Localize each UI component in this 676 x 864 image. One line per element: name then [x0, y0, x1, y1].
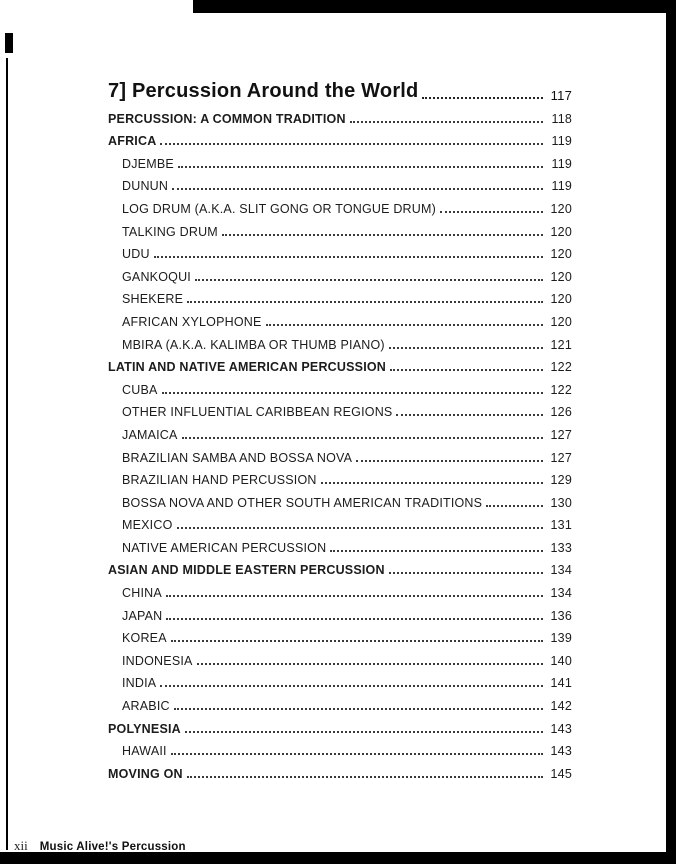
dot-leader [422, 97, 543, 99]
toc-entry-page: 134 [550, 586, 572, 601]
toc-entry [108, 691, 572, 714]
toc-entry [108, 624, 572, 647]
dot-leader [350, 121, 543, 123]
toc-entry [108, 443, 572, 466]
toc-entry [108, 149, 572, 172]
table-of-contents [108, 70, 572, 782]
page-footer [14, 838, 186, 854]
toc-entry-page: 141 [550, 676, 572, 691]
dot-leader [266, 324, 543, 326]
toc-entry-page: 120 [550, 314, 572, 329]
toc-entry [108, 601, 572, 624]
dot-leader [195, 279, 543, 281]
toc-entry [108, 217, 572, 240]
toc-entry-label: JAMAICA [122, 427, 178, 442]
toc-entry [108, 172, 572, 195]
dot-leader [177, 527, 543, 529]
toc-entry-label: BRAZILIAN SAMBA AND BOSSA NOVA [122, 450, 353, 465]
toc-entry [108, 533, 572, 556]
toc-entry [108, 70, 572, 104]
toc-entry-page: 139 [550, 631, 572, 646]
toc-entry-label: CUBA [122, 382, 158, 397]
toc-entry-label: LOG DRUM (A.K.A. SLIT GONG OR TONGUE DRUM) [122, 201, 436, 216]
toc-entry-label: PERCUSSION: A COMMON TRADITION [108, 111, 346, 126]
toc-entry-label: CHINA [122, 586, 162, 601]
toc-entry-page: 120 [550, 292, 572, 307]
toc-entry [108, 353, 572, 376]
toc-entry [108, 194, 572, 217]
footer-book-title: Music Alive!'s Percussion [39, 841, 186, 853]
dot-leader [185, 731, 543, 733]
toc-entry-page: 129 [550, 473, 572, 488]
dot-leader [178, 166, 543, 168]
toc-entry-page: 136 [550, 608, 572, 623]
toc-entry-page: 120 [550, 247, 572, 262]
dot-leader [172, 188, 543, 190]
toc-entry-page: 140 [550, 653, 572, 668]
toc-entry-label: MEXICO [122, 518, 173, 533]
dot-leader [171, 753, 543, 755]
toc-entry-label: SHEKERE [122, 292, 184, 307]
toc-entry [108, 646, 572, 669]
toc-entry-label: JAPAN [122, 608, 163, 623]
toc-entry-page: 127 [550, 450, 572, 465]
toc-entry [108, 556, 572, 579]
toc-entry-page: 134 [550, 563, 572, 578]
dot-leader [321, 482, 543, 484]
toc-entry-page: 143 [550, 721, 572, 736]
toc-entry-label: POLYNESIA [108, 721, 181, 736]
toc-entry-page: 118 [551, 111, 572, 126]
toc-entry [108, 737, 572, 760]
toc-entry-label: INDIA [122, 676, 157, 691]
scan-edge-right [666, 0, 676, 864]
toc-entry-page: 119 [551, 179, 572, 194]
toc-entry-label: BOSSA NOVA AND OTHER SOUTH AMERICAN TRADITIONS [122, 495, 483, 510]
toc-entry-label: INDONESIA [122, 653, 193, 668]
toc-entry [108, 307, 572, 330]
scan-edge-left [6, 58, 8, 850]
toc-entry-page: 120 [550, 201, 572, 216]
dot-leader [166, 618, 543, 620]
toc-entry-label: ARABIC [122, 699, 170, 714]
dot-leader [182, 437, 543, 439]
toc-entry-page: 119 [551, 134, 572, 149]
scan-artifact [5, 33, 13, 53]
toc-entry-page: 145 [550, 766, 572, 781]
toc-entry-page: 131 [550, 518, 572, 533]
toc-entry [108, 714, 572, 737]
toc-entry-label: TALKING DRUM [122, 224, 218, 239]
dot-leader [389, 572, 543, 574]
toc-entry [108, 420, 572, 443]
toc-entry-label: DUNUN [122, 179, 169, 194]
toc-entry-page: 119 [551, 156, 572, 171]
toc-entry-label: HAWAII [122, 744, 167, 759]
toc-entry [108, 511, 572, 534]
dot-leader [356, 460, 543, 462]
toc-entry-label: DJEMBE [122, 156, 174, 171]
toc-entry-label: LATIN AND NATIVE AMERICAN PERCUSSION [108, 360, 387, 375]
toc-entry-label: NATIVE AMERICAN PERCUSSION [122, 540, 327, 555]
toc-entry [108, 285, 572, 308]
toc-entry-label: UDU [122, 247, 150, 262]
toc-entry [108, 127, 572, 150]
toc-entry-label: 7] Percussion Around the World [108, 80, 419, 102]
toc-entry [108, 262, 572, 285]
dot-leader [154, 256, 543, 258]
dot-leader [440, 211, 543, 213]
toc-entry [108, 466, 572, 489]
toc-entry-page: 127 [550, 427, 572, 442]
dot-leader [160, 685, 543, 687]
toc-entry [108, 669, 572, 692]
dot-leader [389, 347, 543, 349]
toc-entry-label: MOVING ON [108, 766, 183, 781]
folio-page-number: xii [14, 838, 28, 853]
dot-leader [162, 392, 543, 394]
toc-entry-page: 143 [550, 744, 572, 759]
dot-leader [160, 143, 543, 145]
dot-leader [187, 776, 543, 778]
dot-leader [222, 234, 543, 236]
toc-entry-page: 142 [550, 699, 572, 714]
toc-entry-label: ASIAN AND MIDDLE EASTERN PERCUSSION [108, 563, 385, 578]
toc-entry-page: 120 [550, 269, 572, 284]
scan-edge-top [193, 0, 676, 13]
toc-entry [108, 375, 572, 398]
toc-entry-page: 133 [550, 540, 572, 555]
toc-entry-label: KOREA [122, 631, 167, 646]
toc-entry-label: GANKOQUI [122, 269, 191, 284]
toc-entry-page: 130 [550, 495, 572, 510]
dot-leader [166, 595, 543, 597]
toc-entry-page: 117 [550, 88, 572, 103]
dot-leader [197, 663, 543, 665]
toc-entry-label: AFRICAN XYLOPHONE [122, 314, 262, 329]
toc-entry [108, 240, 572, 263]
toc-entry [108, 488, 572, 511]
toc-entry-page: 126 [550, 405, 572, 420]
toc-entry [108, 398, 572, 421]
dot-leader [174, 708, 543, 710]
toc-entry-page: 122 [550, 382, 572, 397]
dot-leader [486, 505, 543, 507]
toc-entry-label: AFRICA [108, 134, 157, 149]
toc-entry-page: 121 [550, 337, 572, 352]
toc-entry [108, 759, 572, 782]
toc-entry [108, 104, 572, 127]
toc-entry [108, 330, 572, 353]
toc-entry-label: OTHER INFLUENTIAL CARIBBEAN REGIONS [122, 405, 393, 420]
toc-entry-page: 122 [550, 360, 572, 375]
dot-leader [171, 640, 543, 642]
toc-entry [108, 578, 572, 601]
dot-leader [390, 369, 543, 371]
dot-leader [187, 301, 543, 303]
dot-leader [396, 414, 543, 416]
toc-entry-label: MBIRA (A.K.A. KALIMBA OR THUMB PIANO) [122, 337, 385, 352]
toc-entry-label: BRAZILIAN HAND PERCUSSION [122, 473, 317, 488]
toc-entry-page: 120 [550, 224, 572, 239]
dot-leader [330, 550, 543, 552]
